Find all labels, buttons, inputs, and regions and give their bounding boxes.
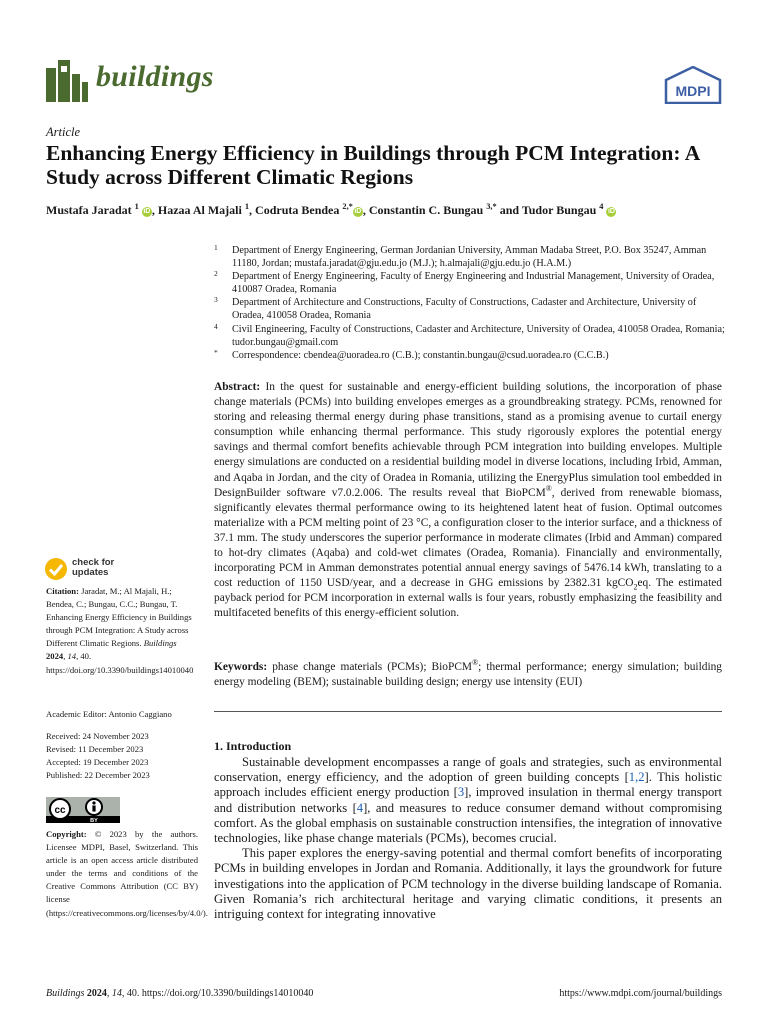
article-title: Enhancing Energy Efficiency in Buildings through PCM Integration: A Study across Different Climatic Regions: [46, 141, 700, 189]
author-affil: 1: [134, 202, 139, 211]
cc-badge-text: BY: [90, 818, 98, 823]
keywords: Keywords: phase change materials (PCMs); BioPCM®; thermal performance; energy simulation; building energy modeling (BEM); sustainable building design; energy use intensity (EUI): [214, 658, 722, 689]
mdpi-logo: [664, 66, 722, 104]
paragraph: Sustainable development encompasses a range of goals and strategies, such as environmental conservation, energy efficiency, and the adoption of green building concepts [1,2]. This holistic approach includes efficient energy production [3], improved insulation in thermal energy transport and distribution networks [4], and measures to reduce consumer demand without compromising comfort. As the global emphasis on sustainable construction intensifies, the integration of innovative technologies, like phase change materials (PCMs), becomes crucial.: [214, 755, 722, 846]
author-name: Tudor Bungau: [521, 203, 597, 217]
author-affil: 2,*: [342, 202, 353, 211]
orcid-icon[interactable]: iD: [607, 208, 615, 215]
buildings-journal-logo: [44, 58, 90, 104]
section-heading: 1. Introduction: [214, 739, 292, 753]
affiliation-item: 4 Civil Engineering, Faculty of Constructions, Cadaster and Architecture, University of Oradea, 410058 Oradea, Romania; tudor.bungau@gmail.com: [214, 321, 725, 348]
affiliations: [214, 244, 726, 362]
affiliation-item: 3 Department of Architecture and Constructions, Faculty of Constructions, Cadaster and Architecture, University of Oradea, 410058 Oradea, Romania: [214, 295, 697, 322]
paragraph: This paper explores the energy-saving potential and thermal comfort benefits of incorporating PCMs in building envelopes in Jordan and Romania. Additionally, it lays the groundwork for future investigations into the application of PCM technology in the diverse building landscape of Romania. Given Romania’s rich architectural heritage and varying climatic conditions, it presents an intriguing context for integrating innovative: [214, 846, 722, 922]
revised-date: Revised: 11 December 2023: [46, 744, 144, 755]
author-name: Constantin C. Bungau: [368, 203, 484, 217]
check-updates-label: check for updates: [72, 557, 115, 578]
received-date: Received: 24 November 2023: [46, 731, 149, 741]
author-affil: 1: [244, 202, 250, 211]
section-divider: [214, 711, 722, 712]
article-type: Article: [46, 125, 81, 139]
abstract-label: Abstract:: [214, 381, 261, 393]
introduction-body: [214, 755, 722, 922]
author-affil: 4: [599, 202, 604, 211]
copyright-block: Copyright: © 2023 by the authors. Licensee MDPI, Basel, Switzerland. This article is an open access article distributed under the terms and conditions of the Creative Commons Attribution (CC BY) license (https://creativecommons.org/licenses/by/4.0/).: [46, 829, 208, 918]
author-name: Codruta Bendea: [255, 203, 340, 217]
orcid-icon[interactable]: iD: [354, 208, 362, 215]
citation-link[interactable]: 3: [457, 785, 465, 800]
journal-url-link[interactable]: https://www.mdpi.com/journal/buildings: [559, 988, 722, 999]
check-for-updates-button[interactable]: [44, 557, 164, 581]
affiliation-item: 2 Department of Energy Engineering, Faculty of Energy Engineering and Industrial Management, University of Oradea, 410087 Oradea, Romania: [214, 269, 715, 296]
citation-link[interactable]: 1,2: [628, 770, 645, 785]
published-date: Published: 22 December 2023: [46, 770, 150, 781]
author-list: Mustafa Jaradat $^1$ iD , Hazaa Al Majali $^1$, Codruta Bendea $^{2,*}$iD , Constantin C. Bungau $^{3,*}$ and Tudor Bungau $^4$ iD: [46, 202, 615, 217]
orcid-icon[interactable]: iD: [143, 208, 151, 215]
publication-dates: [46, 730, 198, 782]
author-name: Hazaa Al Majali: [157, 203, 242, 217]
journal-name: buildings: [96, 60, 214, 93]
author-affil: 3,*: [486, 202, 497, 211]
footer-citation: Buildings 2024, 14, 40. https://doi.org/10.3390/buildings14010040: [46, 988, 314, 999]
accepted-date: Accepted: 19 December 2023: [46, 757, 149, 768]
citation-block: Citation: Jaradat, M.; Al Majali, H.; Bendea, C.; Bungau, C.C.; Bungau, T. Enhancing Energy Efficiency in Buildings through PCM Integration: A Study across Different Climatic Regions. Buildings 2024, 14, 40. https://doi.org/10.3390/buildings14010040: [46, 586, 194, 675]
affiliation-item: * Correspondence: cbendea@uoradea.ro (C.B.); constantin.bungau@csud.uoradea.ro (C.C.B.): [214, 347, 609, 361]
academic-editor: Academic Editor: Antonio Caggiano: [46, 709, 172, 719]
keywords-label: Keywords:: [214, 661, 268, 673]
citation-link[interactable]: 4: [356, 800, 364, 815]
abstract: Abstract: In the quest for sustainable and energy-efficient building solutions, the incorporation of phase change materials (PCMs) into building envelopes emerges as a groundbreaking strategy. PCMs, renowned for storing and releasing thermal energy during phase transitions, stand as a promising avenue to curtail energy consumption while enhancing thermal performance. This study rigorously explores the potential energy savings and thermal comfort benefits achievable through PCM integration into building envelopes. Multiple energy simulations are conducted on a residential building model in diverse locations, including Irbid, Amman, and Aqaba in Jordan, and the city of Oradea in Romania, utilizing the EnergyPlus simulation tool embedded in DesignBuilder software v7.0.2.006. The results reveal that BioPCM®, derived from renewable biomass, significantly elevates thermal performance owing to its heightened latent heat of fusion. Optimal outcomes materialize with a PCM melting point of 23 °C, a configuration closer to the interior surface, and a thickness of 37.1 mm. The study underscores the superior performance in moderate climates (Irbid and Amman) compared to hot-dry climates (Aqaba) and cold-wet climates (Oradea, Romania). Financially and environmentally, incorporating PCM in Amman demonstrates potential annual energy savings of 5476.14 kWh, translating to a cost reduction of 1150 USD/year, and a decrease in GHG emissions by 2382.31 kgCO$_2$eq. The estimated payback period for PCM incorporation in external walls is four years, robustly emphasizing the feasibility and multifaceted benefits of this energy-efficient solution.: [214, 381, 722, 620]
author-name: Mustafa Jaradat: [46, 203, 132, 217]
mdpi-logo-text: MDPI: [675, 83, 711, 99]
svg-text:cc: cc: [54, 805, 66, 816]
check-updates-icon: [44, 557, 68, 581]
cc-by-license-icon[interactable]: [46, 797, 120, 823]
affiliation-item: 1 Department of Energy Engineering, German Jordanian University, Amman Madaba Street, P.O. Box 35247, Amman 11180, Jordan; mustafa.jaradat@gju.edu.jo (M.J.); h.almajali@gju.edu.jo (H.A.M.): [214, 243, 707, 270]
